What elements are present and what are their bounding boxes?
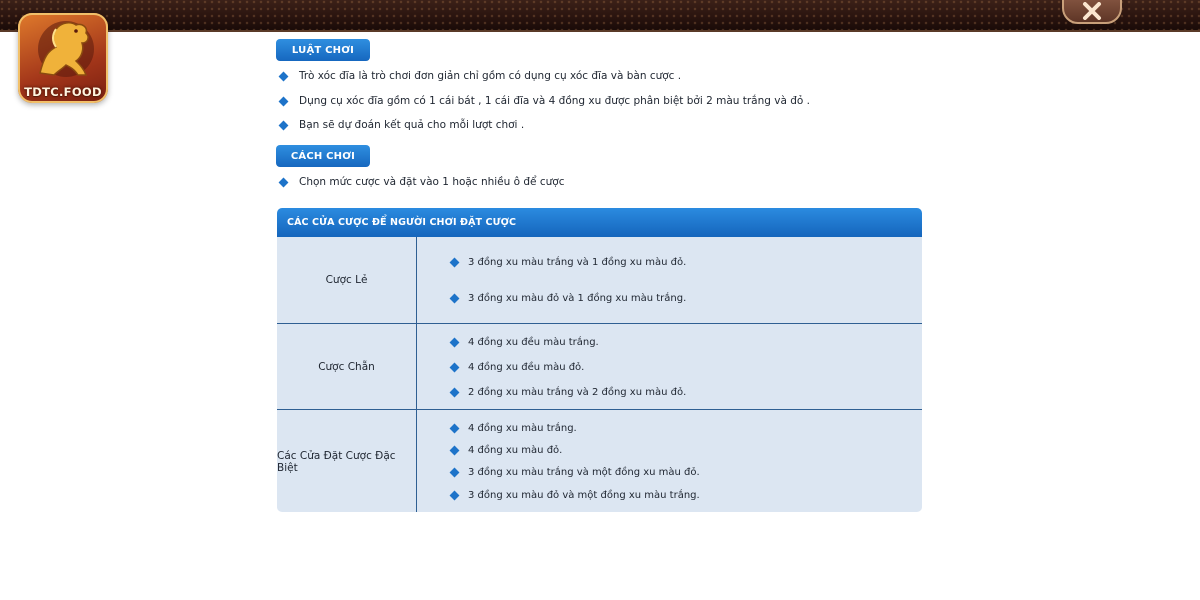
row-item: [451, 488, 700, 502]
row-item-text: 4 đồng xu đều màu trắng.: [468, 336, 599, 348]
row-label: Cược Lẻ: [277, 237, 417, 323]
diamond-bullet-icon: [450, 362, 460, 372]
row-item-text: 4 đồng xu đều màu đỏ.: [468, 361, 585, 373]
row-item-text: 3 đồng xu màu trắng và 1 đồng xu màu đỏ.: [468, 256, 687, 268]
row-item: [451, 421, 577, 435]
rules-item: [280, 117, 524, 133]
row-item: [451, 443, 562, 457]
row-item: [451, 385, 686, 399]
howto-item: [280, 174, 564, 190]
logo-brand-text: TDTC.FOOD: [24, 85, 102, 99]
row-label: Cược Chẵn: [277, 324, 417, 410]
diamond-bullet-icon: [450, 445, 460, 455]
row-item-text: 3 đồng xu màu đỏ và một đồng xu màu trắng.: [468, 489, 700, 501]
diamond-bullet-icon: [450, 337, 460, 347]
diamond-bullet-icon: [450, 293, 460, 303]
close-x-icon: [1081, 2, 1103, 20]
rules-item-text: Bạn sẽ dự đoán kết quả cho mỗi lượt chơi .: [299, 119, 525, 131]
rules-item-text: Dụng cụ xóc đĩa gồm có 1 cái bát , 1 cái đĩa và 4 đồng xu được phân biệt bởi 2 màu trắng và đỏ .: [299, 95, 811, 107]
close-button[interactable]: [1062, 0, 1122, 24]
diamond-bullet-icon: [279, 177, 289, 187]
diamond-bullet-icon: [279, 96, 289, 106]
table-row: [277, 409, 922, 512]
diamond-bullet-icon: [279, 120, 289, 130]
row-item-text: 4 đồng xu màu trắng.: [468, 422, 577, 434]
app-logo[interactable]: [18, 13, 108, 103]
diamond-bullet-icon: [450, 387, 460, 397]
bet-table-header: CÁC CỬA CƯỢC ĐỂ NGƯỜI CHƠI ĐẶT CƯỢC: [277, 208, 922, 237]
top-banner: [0, 0, 1200, 32]
table-row: [277, 237, 922, 323]
diamond-bullet-icon: [279, 71, 289, 81]
diamond-bullet-icon: [450, 257, 460, 267]
bet-table: [277, 208, 922, 512]
row-item: [451, 360, 584, 374]
horse-icon: [26, 17, 100, 83]
row-item-text: 2 đồng xu màu trắng và 2 đồng xu màu đỏ.: [468, 386, 687, 398]
row-item-text: 3 đồng xu màu đỏ và 1 đồng xu màu trắng.: [468, 292, 687, 304]
row-item-text: 3 đồng xu màu trắng và một đồng xu màu đỏ.: [468, 466, 700, 478]
rules-item: [280, 68, 681, 84]
row-item: [451, 291, 686, 305]
section-title-rules: LUẬT CHƠI: [276, 39, 370, 61]
row-item: [451, 255, 686, 269]
howto-item-text: Chọn mức cược và đặt vào 1 hoặc nhiều ô để cược: [299, 176, 565, 188]
row-item: [451, 465, 700, 479]
rules-item: [280, 93, 810, 109]
row-item: [451, 335, 599, 349]
diamond-bullet-icon: [450, 467, 460, 477]
diamond-bullet-icon: [450, 490, 460, 500]
diamond-bullet-icon: [450, 423, 460, 433]
row-item-text: 4 đồng xu màu đỏ.: [468, 444, 563, 456]
rules-item-text: Trò xóc đĩa là trò chơi đơn giản chỉ gồm có dụng cụ xóc đĩa và bàn cược .: [299, 70, 682, 82]
section-title-howto: CÁCH CHƠI: [276, 145, 370, 167]
row-label: Các Cửa Đặt Cược Đặc Biệt: [277, 410, 417, 512]
table-row: [277, 323, 922, 410]
